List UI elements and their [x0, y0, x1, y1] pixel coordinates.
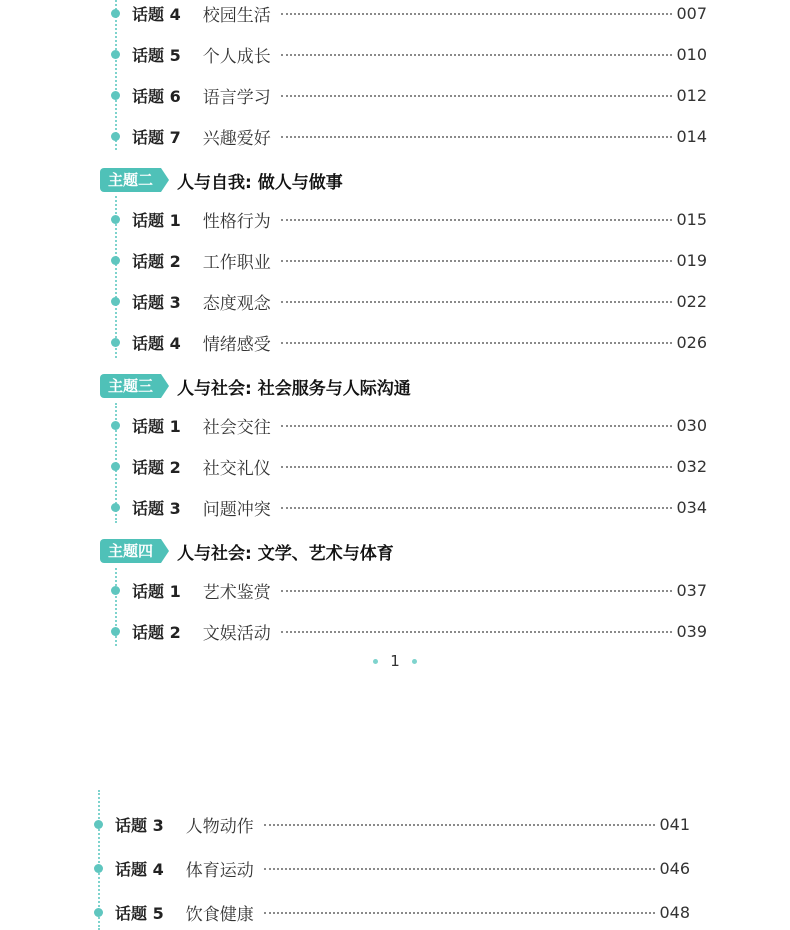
toc-entry[interactable]	[111, 121, 707, 151]
dot-leader	[281, 507, 673, 509]
toc-entry[interactable]	[94, 897, 690, 927]
page-ref: 048	[659, 902, 690, 922]
toc-entry[interactable]	[111, 410, 707, 440]
topic-name: 兴趣爱好	[202, 128, 271, 149]
page-ref: 014	[676, 126, 707, 146]
dot-leader	[264, 824, 656, 826]
toc-entry[interactable]	[94, 809, 690, 839]
page-ref: 034	[676, 497, 707, 517]
toc-entry[interactable]	[111, 575, 707, 605]
dot-leader	[264, 912, 656, 914]
topic-name: 社交礼仪	[202, 458, 271, 479]
toc-entry[interactable]	[94, 853, 690, 883]
theme-heading[interactable]	[100, 167, 343, 193]
bullet-dot-icon	[111, 297, 120, 306]
page-ref: 037	[676, 580, 707, 600]
topic-label: 话题 1	[132, 210, 181, 230]
topic-label: 话题 7	[132, 127, 181, 147]
topic-name: 社会交往	[202, 417, 271, 438]
topic-label: 话题 5	[115, 903, 164, 923]
topic-label: 话题 3	[115, 815, 164, 835]
topic-label: 话题 1	[132, 416, 181, 436]
dot-leader	[281, 631, 673, 633]
theme-title: 人与社会: 文学、艺术与体育	[177, 543, 394, 564]
topic-name: 校园生活	[202, 5, 271, 26]
topic-label: 话题 3	[132, 498, 181, 518]
bullet-dot-icon	[111, 256, 120, 265]
topic-name: 体育运动	[185, 860, 254, 881]
topic-label: 话题 1	[132, 581, 181, 601]
page-number-text: 1	[390, 652, 400, 670]
dot-leader	[281, 425, 673, 427]
topic-name: 艺术鉴赏	[202, 582, 271, 603]
bullet-dot-icon	[111, 627, 120, 636]
topic-name: 态度观念	[202, 293, 271, 314]
bullet-dot-icon	[111, 215, 120, 224]
dot-leader	[264, 868, 656, 870]
page-dot-icon	[373, 659, 378, 664]
bullet-dot-icon	[94, 908, 103, 917]
topic-name: 问题冲突	[202, 499, 271, 520]
topic-label: 话题 6	[132, 86, 181, 106]
page-number	[0, 652, 790, 670]
theme-tag: 主题二	[100, 168, 161, 192]
page-ref: 015	[676, 209, 707, 229]
page-ref: 041	[659, 814, 690, 834]
dot-leader	[281, 13, 673, 15]
bullet-dot-icon	[111, 9, 120, 18]
dot-leader	[281, 136, 673, 138]
topic-label: 话题 4	[132, 4, 181, 24]
page-ref: 039	[676, 621, 707, 641]
theme-title: 人与自我: 做人与做事	[177, 172, 343, 193]
bullet-dot-icon	[111, 462, 120, 471]
topic-name: 饮食健康	[185, 904, 254, 925]
topic-name: 语言学习	[202, 87, 271, 108]
page-ref: 010	[676, 44, 707, 64]
topic-label: 话题 2	[132, 622, 181, 642]
page-ref: 030	[676, 415, 707, 435]
bullet-dot-icon	[111, 50, 120, 59]
topic-label: 话题 3	[132, 292, 181, 312]
page-ref: 022	[676, 291, 707, 311]
dot-leader	[281, 590, 673, 592]
bullet-dot-icon	[94, 820, 103, 829]
bullet-dot-icon	[94, 864, 103, 873]
topic-label: 话题 4	[115, 859, 164, 879]
bullet-dot-icon	[111, 503, 120, 512]
page-ref: 019	[676, 250, 707, 270]
bullet-dot-icon	[111, 132, 120, 141]
topic-label: 话题 2	[132, 251, 181, 271]
topic-name: 性格行为	[202, 211, 271, 232]
topic-label: 话题 5	[132, 45, 181, 65]
topic-name: 情绪感受	[202, 334, 271, 355]
toc-entry[interactable]	[111, 0, 707, 28]
page-ref: 026	[676, 332, 707, 352]
toc-page-2	[0, 790, 790, 925]
toc-entry[interactable]	[111, 327, 707, 357]
bullet-dot-icon	[111, 91, 120, 100]
toc-entry[interactable]	[111, 616, 707, 646]
toc-entry[interactable]	[111, 80, 707, 110]
theme-title: 人与社会: 社会服务与人际沟通	[177, 378, 411, 399]
bullet-dot-icon	[111, 421, 120, 430]
bullet-dot-icon	[111, 586, 120, 595]
theme-heading[interactable]	[100, 538, 394, 564]
toc-entry[interactable]	[111, 451, 707, 481]
topic-name: 文娱活动	[202, 623, 271, 644]
theme-heading[interactable]	[100, 373, 411, 399]
page-ref: 007	[676, 3, 707, 23]
dot-leader	[281, 95, 673, 97]
page-dot-icon	[412, 659, 417, 664]
topic-name: 人物动作	[185, 816, 254, 837]
toc-entry[interactable]	[111, 204, 707, 234]
toc-entry[interactable]	[111, 245, 707, 275]
page-ref: 046	[659, 858, 690, 878]
dot-leader	[281, 260, 673, 262]
dot-leader	[281, 54, 673, 56]
dot-leader	[281, 342, 673, 344]
page-ref: 032	[676, 456, 707, 476]
topic-name: 个人成长	[202, 46, 271, 67]
dot-leader	[281, 301, 673, 303]
bullet-dot-icon	[111, 338, 120, 347]
toc-entry[interactable]	[111, 492, 707, 522]
topic-label: 话题 2	[132, 457, 181, 477]
dot-leader	[281, 466, 673, 468]
topic-label: 话题 4	[132, 333, 181, 353]
toc-entry[interactable]	[111, 39, 707, 69]
theme-tag: 主题四	[100, 539, 161, 563]
toc-entry[interactable]	[111, 286, 707, 316]
page-ref: 012	[676, 85, 707, 105]
dot-leader	[281, 219, 673, 221]
topic-name: 工作职业	[202, 252, 271, 273]
theme-tag: 主题三	[100, 374, 161, 398]
